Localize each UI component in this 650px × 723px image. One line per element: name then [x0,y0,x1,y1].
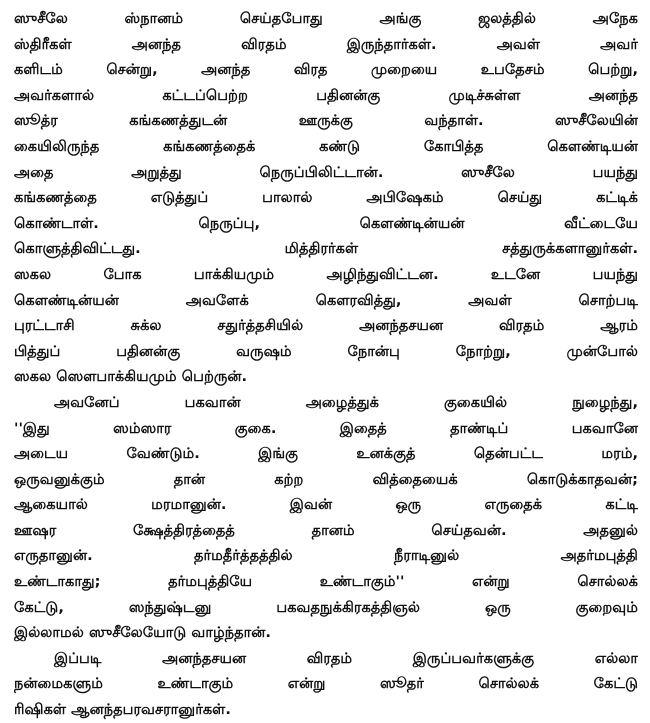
paragraph-conclusion [14,646,638,723]
text-line: கொண்டாள். நெருப்பு, கௌண்டின்யன் வீட்டையே [14,214,638,232]
text-line: கேட்டு, ஸந்துஷ்டனு பகவதநுக்கிரகத்திஞல் ஒரு குறைவும் [14,598,638,616]
text-line: எருதானுன். தர்மதீர்த்தத்தில் நீராடினுல் அதர்மபுத்தி [14,547,638,565]
text-line: அவனேப் பகவான் அழைத்துக் குகையில் நுழைந்து, [54,393,638,411]
text-line: புரட்டாசி சுக்ல சதுர்த்தசியில் அனந்தசயன விரதம் ஆரம் [14,317,638,335]
text-line: கொளுத்திவிட்டது. மித்திரர்கள் சத்துருக்களானுர்கள். [14,240,638,258]
text-line: ஒருவனுக்கும் தான் கற்ற வித்தையைக் கொடுக்காதவன்; [14,470,638,488]
text-line: ரிஷிகள் ஆனந்தபரவசரானுர்கள். [14,701,231,719]
text-line: ஊஷர க்ஷேத்திரத்தைத் தானம் செய்தவன். அதனுல் [14,521,638,539]
text-line: இப்படி அனந்தசயன விரதம் இருப்பவர்களுக்கு எல்லா [54,649,638,667]
document-page [14,6,638,719]
text-line: ஸூத்ர கங்கணத்துடன் ஊருக்கு வந்தாள். ஸுசீலேயின் [14,112,638,130]
paragraph-susheela-story [14,6,638,390]
text-line: ஸகல போக பாக்கியமும் அழிந்துவிட்டன. உடனே பயந்து [14,265,638,283]
text-line: அடைய வேண்டும். இங்கு உனக்குத் தென்பட்ட மரம், [14,445,638,463]
text-line: நன்மைகளும் உண்டாகும் என்று ஸூதர் சொல்லக் கேட்டு [14,675,638,693]
text-line: ''இது ஸம்ஸார குகை. இதைத் தாண்டிப் பகவானே [14,419,638,437]
text-line: இல்லாமல் ஸுசீலேயோடு வாழ்ந்தான். [14,624,271,642]
text-line: பித்துப் பதினன்கு வருஷம் நோன்பு நோற்று, முன்போல் [14,342,638,360]
text-line: ஸகல ஸௌபாக்கியமும் பெற்ருன். [14,368,248,386]
text-line: கங்கணத்தை எடுத்துப் பாலால் அபிஷேகம் செய்து கட்டிக் [14,189,638,207]
text-line: உண்டாகாது; தர்மபுத்தியே உண்டாகும்'' என்று சொல்லக் [14,573,638,591]
text-line: களிடம் சென்று, அனந்த விரத முறையை உபதேசம் பெற்று, [14,61,638,79]
paragraph-cave-teaching [14,390,638,646]
text-line: கையிலிருந்த கங்கணத்தைக் கண்டு கோபித்த கௌண்டியன் [14,137,638,155]
text-line: ஸ்திரீகள் அனந்த விரதம் இருந்தார்கள். அவள் அவர் [14,35,638,53]
text-line: கௌண்டின்யன் அவளேக் கௌரவித்து, அவள் சொற்படி [14,291,638,309]
text-line: அவர்களால் கட்டப்பெற்ற பதினன்கு முடிச்சுள்ள அனந்த [14,86,638,104]
text-line: அதை அறுத்து நெருப்பிலிட்டான். ஸுசீலே பயந்து [14,163,638,181]
text-line: ஸுசீலே ஸ்நானம் செய்தபோது அங்கு ஜலத்தில் அநேக [14,10,638,27]
text-line: ஆகையால் மரமானுன். இவன் ஒரு எருதைக் கட்டி [14,496,638,514]
